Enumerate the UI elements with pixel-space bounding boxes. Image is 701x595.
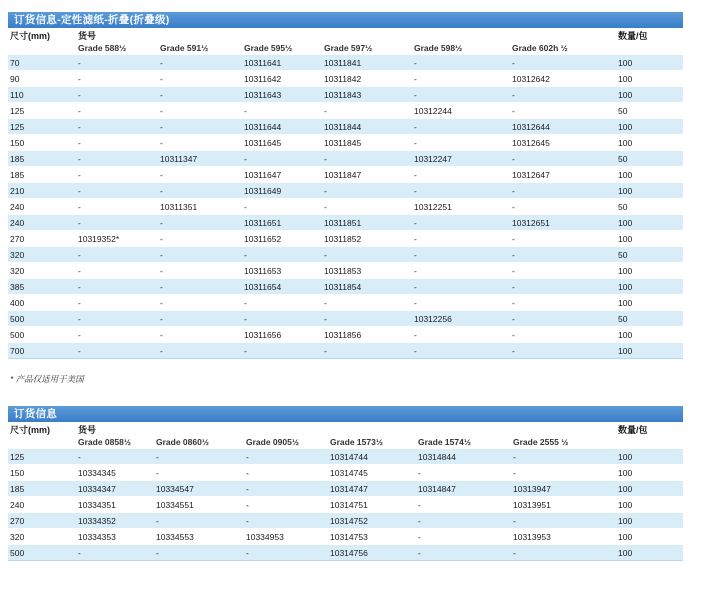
part-number-cell: 10311656 <box>244 330 282 340</box>
part-number-cell: 10311841 <box>324 58 362 68</box>
part-number-cell: - <box>324 106 327 116</box>
part-number-cell: - <box>512 250 515 260</box>
part-number-cell: - <box>78 202 81 212</box>
grade-column-header: Grade 602h ½ <box>512 43 568 53</box>
part-number-cell: - <box>160 90 163 100</box>
part-number-cell: - <box>78 346 81 356</box>
part-number-cell: 10311842 <box>324 74 362 84</box>
part-number-cell: 10311643 <box>244 90 282 100</box>
part-number-cell: 10334553 <box>156 532 194 542</box>
quantity-cell: 100 <box>618 468 633 478</box>
size-header: 尺寸(mm) <box>10 425 50 435</box>
grade-column-header: Grade 591½ <box>160 43 209 53</box>
part-number-cell: - <box>160 74 163 84</box>
quantity-cell: 100 <box>618 500 633 510</box>
table-row <box>8 278 683 294</box>
part-number-cell: - <box>244 346 247 356</box>
table-row <box>8 150 683 166</box>
size-cell: 125 <box>10 452 25 462</box>
part-number-cell: 10311843 <box>324 90 362 100</box>
part-number-cell: - <box>414 138 417 148</box>
grade-column-header: Grade 2555 ½ <box>513 437 569 447</box>
table-row <box>8 512 683 528</box>
size-cell: 385 <box>10 282 25 292</box>
part-number-cell: 10312644 <box>512 122 550 132</box>
part-number-cell: - <box>414 218 417 228</box>
part-number-cell: - <box>324 154 327 164</box>
part-number-cell: 10312645 <box>512 138 550 148</box>
quantity-cell: 100 <box>618 282 633 292</box>
size-cell: 150 <box>10 138 25 148</box>
part-number-cell: - <box>244 314 247 324</box>
size-cell: 320 <box>10 250 25 260</box>
part-number-cell: - <box>78 186 81 196</box>
part-number-cell: 10314751 <box>330 500 368 510</box>
part-number-cell: - <box>78 314 81 324</box>
part-number-cell: 10311852 <box>324 234 362 244</box>
size-cell: 320 <box>10 532 25 542</box>
size-cell: 70 <box>10 58 20 68</box>
part-number-cell: - <box>418 548 421 558</box>
part-number-cell: - <box>78 218 81 228</box>
part-number-cell: - <box>160 266 163 276</box>
part-number-cell: 10334352 <box>78 516 116 526</box>
part-number-cell: - <box>246 484 249 494</box>
quantity-cell: 100 <box>618 452 633 462</box>
part-number-cell: 10314745 <box>330 468 368 478</box>
part-number-cell: 10311652 <box>244 234 282 244</box>
part-number-cell: 10311653 <box>244 266 282 276</box>
part-number-cell: - <box>78 298 81 308</box>
table-row <box>8 464 683 480</box>
table-row <box>8 230 683 246</box>
part-number-cell: - <box>414 250 417 260</box>
part-number-cell: - <box>512 346 515 356</box>
part-number-cell: 10313951 <box>513 500 551 510</box>
part-number-cell: 10334953 <box>246 532 284 542</box>
part-number-cell: - <box>78 452 81 462</box>
part-number-cell: 10334345 <box>78 468 116 478</box>
part-number-cell: - <box>78 138 81 148</box>
quantity-cell: 100 <box>618 516 633 526</box>
part-number-cell: 10313947 <box>513 484 551 494</box>
size-cell: 270 <box>10 516 25 526</box>
table-row <box>8 496 683 512</box>
part-number-cell: 10311347 <box>160 154 198 164</box>
size-cell: 210 <box>10 186 25 196</box>
footnote: * 产品仅适用于美国 <box>10 374 84 384</box>
part-number-cell: - <box>160 346 163 356</box>
part-number-cell: - <box>156 468 159 478</box>
part-number-cell: - <box>160 250 163 260</box>
part-number-cell: - <box>418 500 421 510</box>
part-number-cell: - <box>324 298 327 308</box>
part-number-cell: - <box>246 468 249 478</box>
part-number-cell: - <box>324 314 327 324</box>
part-number-cell: 10312247 <box>414 154 452 164</box>
quantity-cell: 100 <box>618 218 633 228</box>
part-number-cell: 10311654 <box>244 282 282 292</box>
part-number-cell: - <box>512 186 515 196</box>
part-number-cell: - <box>244 202 247 212</box>
part-number-cell: - <box>160 218 163 228</box>
size-cell: 270 <box>10 234 25 244</box>
part-number-cell: - <box>160 138 163 148</box>
part-number-cell: 10312647 <box>512 170 550 180</box>
part-number-cell: - <box>512 202 515 212</box>
part-number-cell: - <box>160 234 163 244</box>
part-number-cell: - <box>414 330 417 340</box>
table-2-title: 订货信息 <box>8 406 683 422</box>
part-number-cell: - <box>414 234 417 244</box>
grade-column-header: Grade 1574½ <box>418 437 471 447</box>
grade-column-header: Grade 597½ <box>324 43 373 53</box>
table-row <box>8 310 683 326</box>
part-number-cell: - <box>512 58 515 68</box>
part-number-cell: - <box>414 170 417 180</box>
part-number-cell: - <box>414 346 417 356</box>
quantity-cell: 100 <box>618 346 633 356</box>
part-number-cell: - <box>246 500 249 510</box>
part-number-cell: - <box>78 122 81 132</box>
quantity-cell: 100 <box>618 234 633 244</box>
part-number-cell: - <box>414 282 417 292</box>
part-number-cell: - <box>244 298 247 308</box>
part-number-cell: 10311851 <box>324 218 362 228</box>
part-number-cell: - <box>156 452 159 462</box>
table-2-header <box>8 422 683 434</box>
part-number-cell: - <box>512 330 515 340</box>
part-number-cell: - <box>513 516 516 526</box>
quantity-cell: 100 <box>618 298 633 308</box>
grade-column-header: Grade 0905½ <box>246 437 299 447</box>
quantity-cell: 50 <box>618 106 628 116</box>
quantity-cell: 50 <box>618 250 628 260</box>
part-number-header: 货号 <box>78 425 97 435</box>
part-number-cell: 10311645 <box>244 138 282 148</box>
grade-column-header: Grade 598½ <box>414 43 463 53</box>
size-header: 尺寸(mm) <box>10 31 50 41</box>
part-number-cell: 10314753 <box>330 532 368 542</box>
part-number-cell: 10314847 <box>418 484 456 494</box>
table-row <box>8 294 683 310</box>
part-number-cell: - <box>160 282 163 292</box>
part-number-cell: - <box>513 468 516 478</box>
part-number-cell: - <box>512 314 515 324</box>
quantity-cell: 100 <box>618 90 633 100</box>
quantity-cell: 100 <box>618 548 633 558</box>
part-number-cell: - <box>244 250 247 260</box>
part-number-cell: 10314747 <box>330 484 368 494</box>
table-row <box>8 198 683 214</box>
ordering-table-1 <box>8 12 683 359</box>
ordering-table-2 <box>8 406 683 561</box>
grade-column-header: Grade 0860½ <box>156 437 209 447</box>
part-number-cell: - <box>414 266 417 276</box>
part-number-cell: - <box>160 122 163 132</box>
part-number-cell: - <box>78 548 81 558</box>
part-number-cell: 10314744 <box>330 452 368 462</box>
table-1-bottom-rule <box>8 358 683 359</box>
part-number-cell: - <box>414 186 417 196</box>
table-row <box>8 448 683 464</box>
size-cell: 150 <box>10 468 25 478</box>
table-row <box>8 102 683 118</box>
quantity-cell: 100 <box>618 74 633 84</box>
part-number-cell: 10311351 <box>160 202 198 212</box>
size-cell: 500 <box>10 548 25 558</box>
grade-column-header: Grade 1573½ <box>330 437 383 447</box>
part-number-cell: 10311644 <box>244 122 282 132</box>
quantity-cell: 100 <box>618 532 633 542</box>
part-number-cell: 10314756 <box>330 548 368 558</box>
part-number-cell: - <box>418 532 421 542</box>
part-number-cell: - <box>156 548 159 558</box>
table-row <box>8 480 683 496</box>
part-number-cell: - <box>414 90 417 100</box>
quantity-header: 数量/包 <box>618 31 648 41</box>
part-number-cell: - <box>513 452 516 462</box>
part-number-cell: - <box>418 468 421 478</box>
table-row <box>8 342 683 358</box>
part-number-cell: 10311651 <box>244 218 282 228</box>
table-row <box>8 54 683 70</box>
part-number-cell: - <box>512 90 515 100</box>
table-1-header <box>8 28 683 40</box>
part-number-cell: - <box>78 330 81 340</box>
part-number-cell: - <box>513 548 516 558</box>
size-cell: 500 <box>10 330 25 340</box>
quantity-cell: 100 <box>618 186 633 196</box>
part-number-cell: - <box>512 154 515 164</box>
part-number-cell: - <box>244 106 247 116</box>
part-number-cell: - <box>414 298 417 308</box>
part-number-cell: - <box>78 250 81 260</box>
grade-column-header: Grade 595½ <box>244 43 293 53</box>
part-number-cell: 10334547 <box>156 484 194 494</box>
part-number-cell: 10312651 <box>512 218 550 228</box>
part-number-cell: 10311649 <box>244 186 282 196</box>
table-row <box>8 86 683 102</box>
part-number-cell: - <box>160 106 163 116</box>
quantity-cell: 50 <box>618 314 628 324</box>
part-number-cell: 10319352* <box>78 234 120 244</box>
part-number-cell: - <box>512 282 515 292</box>
table-row <box>8 134 683 150</box>
part-number-cell: 10314844 <box>418 452 456 462</box>
part-number-cell: - <box>78 90 81 100</box>
size-cell: 90 <box>10 74 20 84</box>
part-number-cell: 10311845 <box>324 138 362 148</box>
part-number-cell: - <box>78 282 81 292</box>
part-number-cell: 10311853 <box>324 266 362 276</box>
part-number-cell: 10334353 <box>78 532 116 542</box>
table-row <box>8 326 683 342</box>
part-number-cell: 10334551 <box>156 500 194 510</box>
table-1-body <box>8 54 683 358</box>
part-number-cell: 10311641 <box>244 58 282 68</box>
part-number-cell: - <box>78 106 81 116</box>
part-number-cell: - <box>78 154 81 164</box>
part-number-cell: - <box>512 234 515 244</box>
quantity-header: 数量/包 <box>618 425 648 435</box>
size-cell: 110 <box>10 90 24 100</box>
part-number-cell: - <box>244 154 247 164</box>
part-number-cell: - <box>324 186 327 196</box>
size-cell: 240 <box>10 218 25 228</box>
part-number-cell: 10334347 <box>78 484 116 494</box>
part-number-cell: 10312251 <box>414 202 452 212</box>
part-number-cell: - <box>160 58 163 68</box>
part-number-cell: 10311642 <box>244 74 282 84</box>
part-number-cell: - <box>78 266 81 276</box>
part-number-cell: 10311647 <box>244 170 282 180</box>
part-number-cell: - <box>160 170 163 180</box>
part-number-cell: - <box>160 330 163 340</box>
part-number-cell: 10313953 <box>513 532 551 542</box>
size-cell: 185 <box>10 154 25 164</box>
table-2-body <box>8 448 683 560</box>
size-cell: 700 <box>10 346 25 356</box>
part-number-cell: - <box>246 548 249 558</box>
table-row <box>8 214 683 230</box>
part-number-cell: - <box>78 74 81 84</box>
part-number-cell: - <box>160 298 163 308</box>
table-1-title: 订货信息-定性滤纸-折叠(折叠级) <box>8 12 683 28</box>
table-row <box>8 262 683 278</box>
quantity-cell: 50 <box>618 202 628 212</box>
grade-column-header: Grade 588½ <box>78 43 127 53</box>
table-row <box>8 246 683 262</box>
size-cell: 185 <box>10 484 25 494</box>
table-row <box>8 118 683 134</box>
part-number-cell: 10311844 <box>324 122 362 132</box>
table-row <box>8 166 683 182</box>
part-number-cell: - <box>324 346 327 356</box>
grade-column-header: Grade 0858½ <box>78 437 131 447</box>
part-number-cell: 10311856 <box>324 330 362 340</box>
part-number-cell: 10334351 <box>78 500 116 510</box>
quantity-cell: 100 <box>618 138 633 148</box>
part-number-cell: 10311847 <box>324 170 362 180</box>
part-number-cell: - <box>160 314 163 324</box>
part-number-cell: - <box>418 516 421 526</box>
quantity-cell: 100 <box>618 58 633 68</box>
part-number-cell: - <box>160 186 163 196</box>
part-number-header: 货号 <box>78 31 97 41</box>
part-number-cell: - <box>324 202 327 212</box>
size-cell: 185 <box>10 170 25 180</box>
table-row <box>8 70 683 86</box>
quantity-cell: 100 <box>618 122 633 132</box>
table-1-grade-header <box>8 40 683 54</box>
quantity-cell: 50 <box>618 154 628 164</box>
part-number-cell: 10312256 <box>414 314 452 324</box>
size-cell: 400 <box>10 298 25 308</box>
part-number-cell: - <box>78 170 81 180</box>
part-number-cell: - <box>78 58 81 68</box>
quantity-cell: 100 <box>618 484 633 494</box>
size-cell: 500 <box>10 314 25 324</box>
table-row <box>8 544 683 560</box>
part-number-cell: - <box>512 266 515 276</box>
part-number-cell: - <box>414 74 417 84</box>
part-number-cell: - <box>414 58 417 68</box>
table-row <box>8 182 683 198</box>
part-number-cell: 10314752 <box>330 516 368 526</box>
part-number-cell: 10312642 <box>512 74 550 84</box>
size-cell: 320 <box>10 266 25 276</box>
part-number-cell: - <box>324 250 327 260</box>
quantity-cell: 100 <box>618 266 633 276</box>
part-number-cell: - <box>246 516 249 526</box>
size-cell: 125 <box>10 122 25 132</box>
part-number-cell: 10311854 <box>324 282 362 292</box>
quantity-cell: 100 <box>618 170 633 180</box>
size-cell: 125 <box>10 106 25 116</box>
table-row <box>8 528 683 544</box>
part-number-cell: - <box>512 298 515 308</box>
part-number-cell: - <box>512 106 515 116</box>
part-number-cell: - <box>414 122 417 132</box>
part-number-cell: - <box>156 516 159 526</box>
size-cell: 240 <box>10 500 25 510</box>
size-cell: 240 <box>10 202 25 212</box>
part-number-cell: - <box>246 452 249 462</box>
quantity-cell: 100 <box>618 330 633 340</box>
table-2-grade-header <box>8 434 683 448</box>
part-number-cell: 10312244 <box>414 106 452 116</box>
